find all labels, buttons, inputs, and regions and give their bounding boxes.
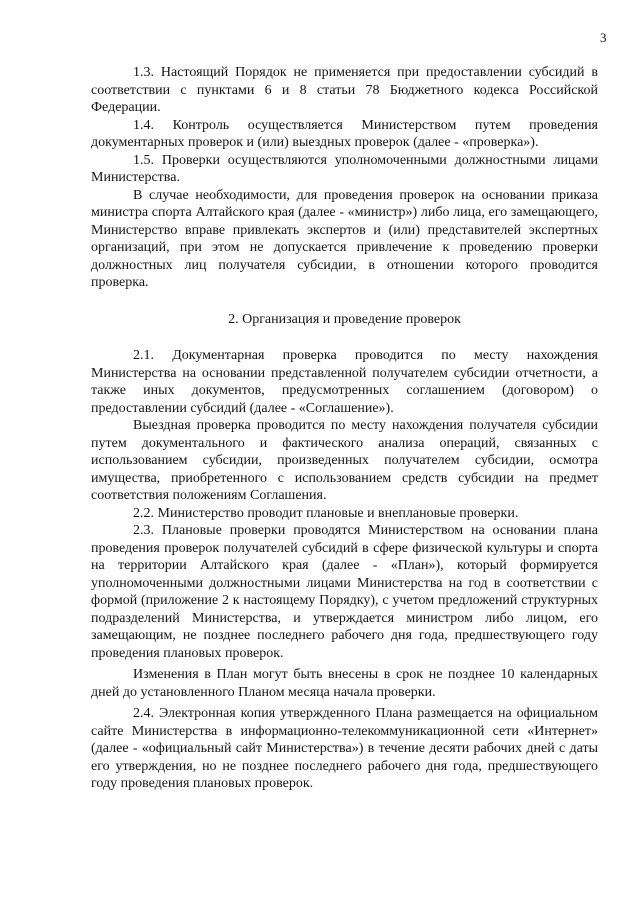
paragraph-2-3: 2.3. Плановые проверки проводятся Министерством на основании плана проведения проверок получателей субсидий в сфере физической культуры и спорта на территории Алтайского края (далее - «План»), который формируется уполномоченными должностными лицами Министерства на год в соответствии с формой (приложение 2 к настоящему Порядку), с учетом предложений структурных подразделений Министерства, и утверждается министром либо лицом, его замещающим, не позднее последнего рабочего дня года, предшествующего году проведения плановых проверок. xyxy=(91,523,598,661)
paragraph-experts: В случае необходимости, для проведения проверок на основании приказа министра спорта Алтайского края (далее - «министр») либо лица, его замещающего, Министерство вправе привлекать экспертов и (или) представителей экспертных организаций, при этом не допускается привлечение к проведению проверки должностных лиц получателя субсидии, в отношении которого проводится проверка. xyxy=(91,187,598,290)
paragraph-plan-changes: Изменения в План могут быть внесены в срок не позднее 10 календарных дней до установленного Планом месяца начала проверки. xyxy=(91,667,598,700)
page-number: 3 xyxy=(600,30,607,45)
paragraph-1-4: 1.4. Контроль осуществляется Министерством путем проведения документарных проверок и (или) выездных проверок (далее - «проверка»). xyxy=(91,117,598,150)
paragraph-1-3: 1.3. Настоящий Порядок не применяется при предоставлении субсидий в соответствии с пунктами 6 и 8 статьи 78 Бюджетного кодекса Российской Федерации. xyxy=(91,65,598,115)
paragraph-2-1: 2.1. Документарная проверка проводится по месту нахождения Министерства на основании представленной получателем субсидии отчетности, а также иных документов, предусмотренных соглашением (договором) о предоставлении субсидий (далее - «Соглашение»). xyxy=(91,348,598,416)
paragraph-onsite-check: Выездная проверка проводится по месту нахождения получателя субсидии путем документального и фактического анализа операций, связанных с использованием субсидии, произведенных получателем субсидии, осмотра имущества, приобретенного с использованием средств субсидии на предмет соответствия положениям Соглашения. xyxy=(91,418,598,503)
paragraph-1-5: 1.5. Проверки осуществляются уполномоченными должностными лицами Министерства. xyxy=(91,152,598,185)
paragraph-2-4: 2.4. Электронная копия утвержденного Плана размещается на официальном сайте Министерства в информационно-телекоммуникационной сети «Интернет» (далее - «официальный сайт Министерства») в течение десяти рабочих дней с даты его утверждения, но не позднее последнего рабочего дня года, предшествующего году проведения плановых проверок. xyxy=(91,706,598,791)
paragraph-2-2: 2.2. Министерство проводит плановые и внеплановые проверки. xyxy=(133,505,519,521)
section-heading: 2. Организация и проведение проверок xyxy=(228,311,461,327)
spacer xyxy=(91,328,598,347)
document-body xyxy=(91,64,598,793)
spacer xyxy=(91,292,598,311)
